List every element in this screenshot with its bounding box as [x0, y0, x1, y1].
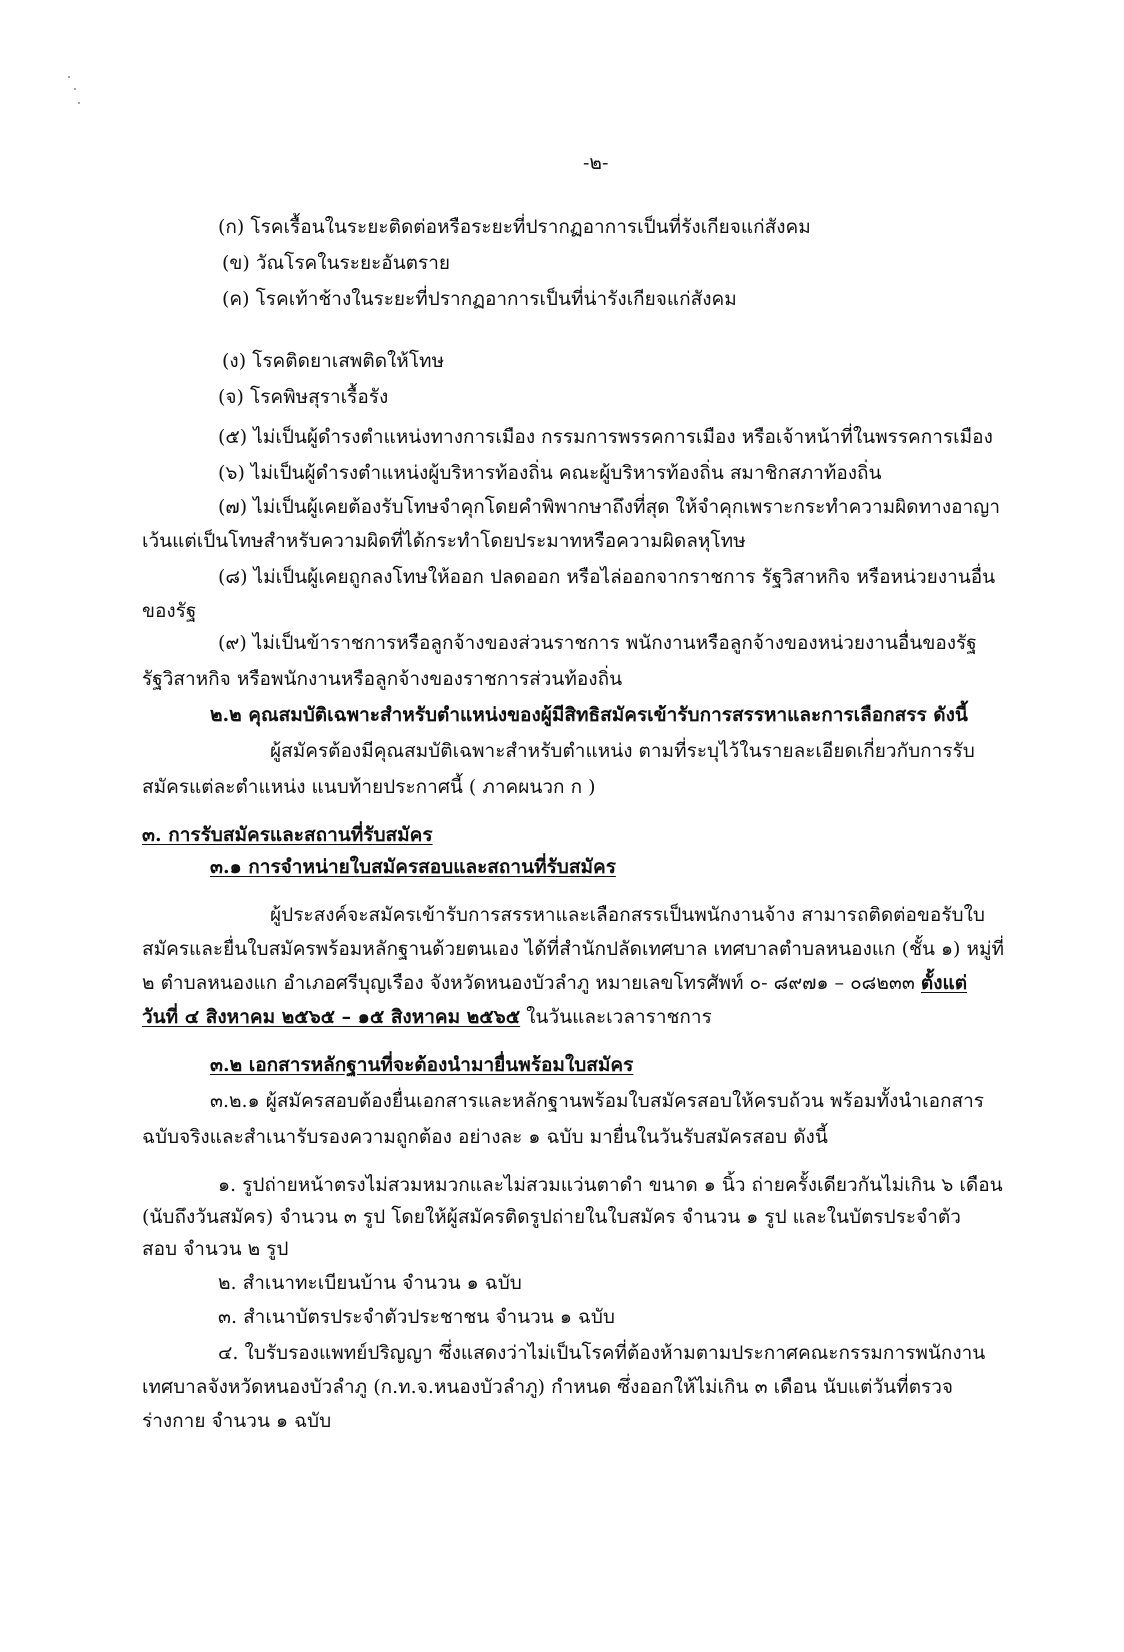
disease-item-kk: (ค) โรคเท้าช้างในระยะที่ปรากฏอาการเป็นที่น่ารังเกียจแก่สังคม [222, 288, 737, 310]
section-3-heading: ๓. การรับสมัครและสถานที่รับสมัคร [142, 824, 433, 846]
document-item-4: ๔. ใบรับรองแพทย์ปริญญา ซึ่งแสดงว่าไม่เป็นโรคที่ต้องห้ามตามประกาศคณะกรรมการพนักงาน [218, 1342, 986, 1364]
section-2-2-body: ผู้สมัครต้องมีคุณสมบัติเฉพาะสำหรับตำแหน่ง ตามที่ระบุไว้ในรายละเอียดเกี่ยวกับการรับ [270, 740, 975, 762]
section-3-1-heading: ๓.๑ การจำหน่ายใบสมัครสอบและสถานที่รับสมัคร [210, 856, 616, 878]
contact-line: ๒ ตำบลหนองแก อำเภอศรีบุญเรือง จังหวัดหนองบัวลำภู หมายเลขโทรศัพท์ ๐- ๘๙๗๑ – ๐๘๒๓๓ [142, 972, 921, 994]
office-hours-note: ในวันและเวลาราชการ [520, 1006, 712, 1028]
qualification-item-9-cont: รัฐวิสาหกิจ หรือพนักงานหรือลูกจ้างของราชการส่วนท้องถิ่น [142, 668, 623, 690]
scan-speck [74, 88, 76, 90]
scan-speck [68, 76, 70, 78]
section-3-2-1-paragraph-l2: ฉบับจริงและสำเนารับรองความถูกต้อง อย่างละ ๑ ฉบับ มายื่นในวันรับสมัครสอบ ดังนี้ [142, 1126, 828, 1148]
disease-item-ch: (จ) โรคพิษสุราเรื้อรัง [218, 386, 389, 408]
section-3-2-1-paragraph: ๓.๒.๑ ผู้สมัครสอบต้องยื่นเอกสารและหลักฐานพร้อมใบสมัครสอบให้ครบถ้วน พร้อมทั้งนำเอกสาร [210, 1090, 984, 1112]
document-item-2: ๒. สำเนาทะเบียนบ้าน จำนวน ๑ ฉบับ [218, 1272, 522, 1294]
qualification-item-8-cont: ของรัฐ [142, 600, 197, 622]
qualification-item-9: (๙) ไม่เป็นข้าราชการหรือลูกจ้างของส่วนราชการ พนักงานหรือลูกจ้างของหน่วยงานอื่นของรัฐ [218, 632, 977, 654]
section-2-2-heading: ๒.๒ คุณสมบัติเฉพาะสำหรับตำแหน่งของผู้มีสิทธิสมัครเข้ารับการสรรหาและการเลือกสรร ดังนี้ [210, 704, 968, 726]
document-item-4-l2: เทศบาลจังหวัดหนองบัวลำภู (ก.ท.จ.หนองบัวลำภู) กำหนด ซึ่งออกให้ไม่เกิน ๓ เดือน นับแต่วันที่ตรวจ [142, 1376, 954, 1398]
qualification-item-5: (๕) ไม่เป็นผู้ดำรงตำแหน่งทางการเมือง กรรมการพรรคการเมือง หรือเจ้าหน้าที่ในพรรคการเมือง [218, 426, 993, 448]
document-item-4-l3: ร่างกาย จำนวน ๑ ฉบับ [142, 1410, 332, 1432]
page-number: -๒- [583, 152, 609, 174]
section-2-2-body-cont: สมัครแต่ละตำแหน่ง แนบท้ายประกาศนี้ ( ภาคผนวก ก ) [142, 776, 596, 798]
document-item-1-l3: สอบ จำนวน ๒ รูป [142, 1238, 289, 1260]
section-3-1-paragraph-l3 [142, 970, 967, 996]
application-date-range: วันที่ ๔ สิงหาคม ๒๕๖๕ – ๑๕ สิงหาคม ๒๕๖๕ [142, 1006, 521, 1028]
document-item-1-l2: (นับถึงวันสมัคร) จำนวน ๓ รูป โดยให้ผู้สมัครติดรูปถ่ายในใบสมัคร จำนวน ๑ รูป และในบัตรประจำตัว [142, 1206, 961, 1228]
disease-item-ng: (ง) โรคติดยาเสพติดให้โทษ [222, 350, 445, 372]
disease-item-k: (ก) โรคเรื้อนในระยะติดต่อหรือระยะที่ปรากฏอาการเป็นที่รังเกียจแก่สังคม [218, 216, 811, 238]
qualification-item-7-cont: เว้นแต่เป็นโทษสำหรับความผิดที่ได้กระทำโดยประมาทหรือความผิดลหุโทษ [142, 530, 746, 552]
document-item-1: ๑. รูปถ่ายหน้าตรงไม่สวมหมวกและไม่สวมแว่นตาดำ ขนาด ๑ นิ้ว ถ่ายครั้งเดียวกันไม่เกิน ๖ เดือน [218, 1174, 1003, 1196]
section-3-1-paragraph: ผู้ประสงค์จะสมัครเข้ารับการสรรหาและเลือกสรรเป็นพนักงานจ้าง สามารถติดต่อขอรับใบ [270, 904, 985, 926]
section-3-1-paragraph-l2: สมัครและยื่นใบสมัครพร้อมหลักฐานด้วยตนเอง ได้ที่สำนักปลัดเทศบาล เทศบาลตำบลหนองแก (ชั้น ๑) หมู่ที่ [142, 938, 1005, 960]
section-3-2-heading: ๓.๒ เอกสารหลักฐานที่จะต้องนำมายื่นพร้อมใบสมัคร [210, 1054, 634, 1076]
qualification-item-7: (๗) ไม่เป็นผู้เคยต้องรับโทษจำคุกโดยคำพิพากษาถึงที่สุด ให้จำคุกเพราะกระทำความผิดทางอาญา [218, 496, 1001, 518]
document-item-3: ๓. สำเนาบัตรประจำตัวประชาชน จำนวน ๑ ฉบับ [218, 1306, 615, 1328]
section-3-1-paragraph-l4 [142, 1004, 712, 1030]
qualification-item-8: (๘) ไม่เป็นผู้เคยถูกลงโทษให้ออก ปลดออก หรือไล่ออกจากราชการ รัฐวิสาหกิจ หรือหน่วยงานอื่น [218, 566, 996, 588]
scan-speck [78, 102, 80, 104]
qualification-item-6: (๖) ไม่เป็นผู้ดำรงตำแหน่งผู้บริหารท้องถิ่น คณะผู้บริหารท้องถิ่น สมาชิกสภาท้องถิ่น [218, 462, 882, 484]
disease-item-kh: (ข) วัณโรคในระยะอันตราย [222, 252, 451, 274]
date-range-start-label: ตั้งแต่ [920, 972, 968, 994]
